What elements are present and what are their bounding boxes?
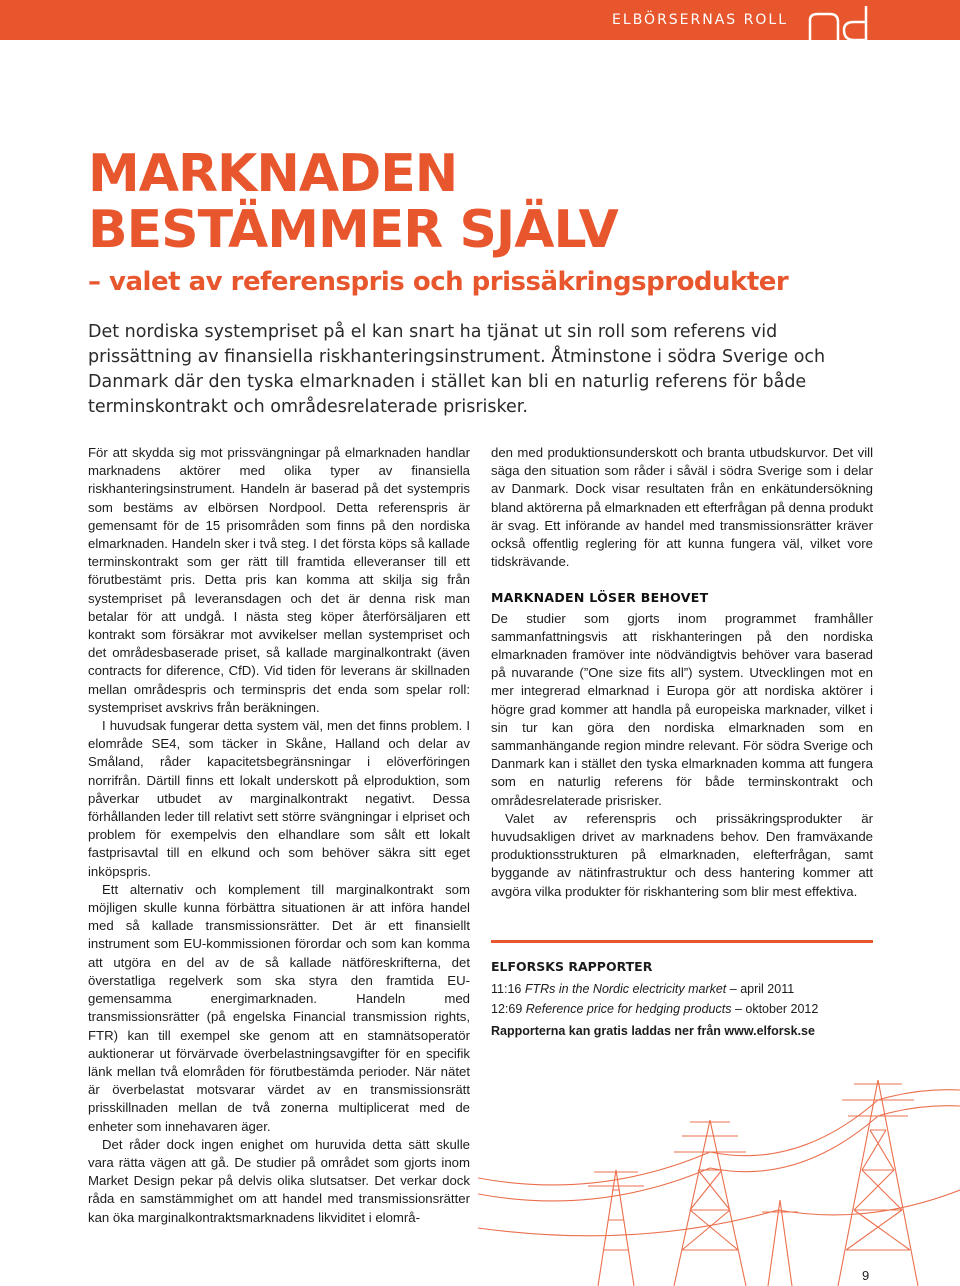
left-column (88, 444, 470, 1227)
body-paragraph: De studier som gjorts inom programmet framhåller sammanfattningsvis att riskhanteringen på den nordiska elmarknaden framöver inte nödvändigtvis behöver vara baserad på nuvarande (”One size fits all”) system. Utvecklingen mot en mer integrerad elmarknad i Europa gör att nordiska aktörer i högre grad kommer att handla på europeiska marknader, vilket i sin tur kan göra den nordiska elmarknaden som en sammanhängande region mindre relevant. För södra Sverige och Danmark kan i stället den tyska elmarknaden komma att fungera som en naturlig referens för både terminskontrakt och områdesrelaterade prisrisker. (491, 610, 873, 808)
right-column (491, 444, 873, 901)
body-paragraph: Valet av referenspris och prissäkringsprodukter är huvudsakligen drivet av marknadens behov. Den framväxande produktionsstrukturen på elmarknaden, elefterfrågan, samt byggande av nätinfrastruktur och dess hantering kommer att avgöra vilka produkter för riskhantering som blir mest effektiva. (491, 810, 873, 899)
body-paragraph: I huvudsak fungerar detta system väl, men det finns problem. I elområde SE4, som täcker in Skåne, Halland och delar av Småland, råder kapacitetsbegränsningar i elöverföringen norrifrån. Därtill finns ett lokalt underskott på elproduktion, som påverkar utbudet av marginalkontrakt negativt. Dessa förhållanden leder till relativt sett större svängningar i elpriset och problem för exempelvis den elhandlare som sålt ett lokalt fastprisavtal till en elkund och som behöver säkra sitt eget inköpspris. (88, 718, 470, 879)
power-pylon-illustration (478, 1060, 960, 1286)
reports-box (491, 940, 873, 1041)
body-paragraph: Det råder dock ingen enighet om huruvida detta sätt skulle vara rätta vägen att gå. De studier på området som gjorts inom Market Design pekar på delvis olika slutsatser. Det verkar dock råda en samstämmighet om att handel med transmissionsrätter kan öka marginalkontraktsmarknadens likviditet i elområ- (88, 1136, 470, 1225)
report-title: Reference price for hedging products (525, 1002, 732, 1016)
reports-heading: ELFORSKS RAPPORTER (491, 959, 653, 974)
section-heading: MARKNADEN LÖSER BEHOVET (491, 590, 709, 606)
page-subtitle: – valet av referenspris och prissäkringsprodukter (88, 267, 789, 297)
body-paragraph: Ett alternativ och komplement till marginalkontrakt som möjligen skulle kunna förbättra situationen är att införa handel med så kallade transmissionsrätter. Det är ett finansiellt instrument som EU-kommissionen förordar och som kan komma att utgöra en del av de så kallade nätföreskrifterna, det överstatliga regelverk som ska styra den framtida EU-gemensamma energimarknaden. Handeln med transmissionsrätter (på engelska Financial transmission rights, FTR) kan till exempel ske genom att en stamnätsoperatör auktionerar ut förvärvade överbelastningsavgifter för en specifik länk mellan två elområden för förutbestämda perioder. När nätet är överbelastat motsvarar värdet av en transmissionsrätt prisskillnaden mellan de två zonerna multiplicerat med de enheter som innehavaren äger. (88, 881, 470, 1134)
report-date: – oktober 2012 (734, 1002, 819, 1016)
report-title: FTRs in the Nordic electricity market (524, 982, 727, 996)
page-title (88, 146, 618, 258)
download-note: Rapporterna kan gratis laddas ner från www.elforsk.se (491, 1024, 815, 1038)
report-item (491, 979, 873, 999)
title-line-2: BESTÄMMER SJÄLV (88, 200, 618, 260)
nd-logo-icon (804, 2, 876, 42)
ingress (88, 320, 878, 420)
report-number: 12:69 (491, 1002, 523, 1016)
section-label: ELBÖRSERNAS ROLL (612, 12, 788, 28)
title-line-1: MARKNADEN (88, 144, 458, 204)
report-date: – april 2011 (729, 982, 795, 996)
body-paragraph: den med produktionsunderskott och branta utbudskurvor. Det vill säga den situation som råder i såväl i södra Sverige som i delar av Danmark. Dock visar resultaten från en enkätundersökning bland aktörerna på elmarknaden ett efterfrågan på denna produkt är svag. Ett införande av handel med transmissionsrätter kräver också offentlig reglering för att kunna fungera väl, vilket vore tidskrävande. (491, 445, 873, 570)
page-number: 9 (862, 1268, 870, 1283)
report-number: 11:16 (491, 982, 522, 996)
ingress-text: Det nordiska systempriset på el kan snart ha tjänat ut sin roll som referens vid prissättning av finansiella riskhanteringsinstrument. Åtminstone i södra Sverige och Danmark där den tyska elmarknaden i stället kan bli en naturlig referens för både terminskontrakt och områdesrelaterade prisrisker. (88, 322, 826, 417)
report-item (491, 999, 873, 1019)
body-paragraph: För att skydda sig mot prissvängningar på elmarknaden handlar marknadens aktörer med olika typer av finansiella riskhanteringsinstrument. Handeln är baserad på det systempris som bestäms av elbörsen Nordpool. Detta referenspris är gemensamt för de 15 prisområden som finns på den nordiska elmarknaden. Handeln sker i två steg. I det första köps så kallade terminskontrakt som ger rätt till framtida elleveranser till ett förutbestämt pris. Detta pris kan komma att skilja sig från systempriset på leveransdagen och det är denna risk man betalar för att undgå. I nästa steg köper återförsäljaren ett kontrakt som försäkrar mot avvikelser mellan systempriset och det områdesbaserade priset, så kallade marginalkontrakt (även contracts for diference, CfD). Vid tiden för leverans är skillnaden mellan områdespris och terminspris det enda som spelar roll: systempriset avskrivs från beräkningen. (88, 445, 470, 715)
